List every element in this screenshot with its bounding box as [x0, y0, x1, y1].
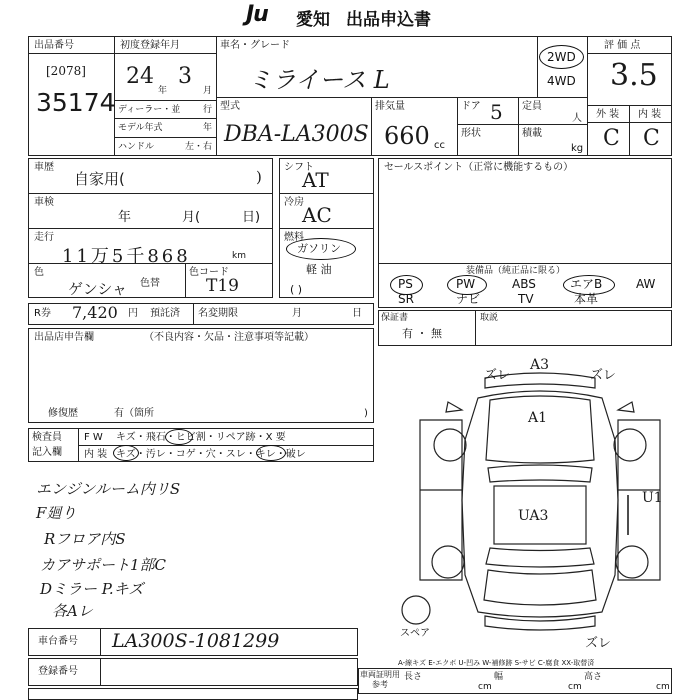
inspector-circle-2	[113, 445, 139, 461]
inspector-fw-label: F W	[84, 432, 103, 443]
shift-label: シフト	[284, 162, 314, 173]
mark-front-left: ズレ	[484, 368, 511, 383]
history-value: 自家用(	[74, 170, 125, 188]
drive-2wd: 2WD	[547, 50, 576, 64]
note-line-6: 各Aレ	[52, 602, 93, 620]
mileage-divider	[28, 263, 273, 264]
model-year-unit: 年	[203, 123, 213, 133]
handle-label: ハンドル	[118, 142, 155, 152]
lot-label: 出品番号	[34, 40, 74, 51]
inspector-label-1: 検査員	[32, 432, 62, 443]
mileage-label: 走行	[34, 232, 54, 243]
manual-label: 取説	[480, 313, 499, 323]
org-name: 愛知	[296, 10, 330, 30]
equipment-divider	[378, 263, 672, 264]
mark-front-bumper: A3	[530, 357, 550, 373]
equip-abs: ABS	[512, 277, 536, 291]
lot-number: 35174	[36, 88, 116, 117]
inspector-in-items: キズ・汚レ・コゲ・穴・スレ・キレ・破レ	[116, 449, 306, 460]
dimensions-sub: 参考	[372, 680, 388, 689]
history-close: )	[256, 168, 262, 186]
recycle-value: 7,420	[72, 303, 118, 322]
model-year-divider	[114, 118, 217, 119]
mileage-unit: km	[232, 251, 246, 261]
mark-front-right: ズレ	[590, 368, 617, 383]
first-reg-divider	[114, 53, 217, 54]
rating-divider	[587, 53, 672, 54]
diagram-legend: A-線キズ E-エクボ U-凹み W-補修跡 S-サビ C-腐食 XX-取替済	[398, 659, 595, 667]
lot-sub-number: [2078]	[46, 64, 86, 78]
equip-aw: AW	[636, 277, 656, 291]
ac-value: AC	[302, 203, 332, 227]
owner-change-label: 名変期限	[198, 308, 238, 319]
first-reg-box	[114, 36, 217, 156]
color-code-value: T19	[206, 276, 239, 296]
rating-ext-divider	[587, 122, 672, 123]
fuel-gasoline-circle	[286, 238, 356, 260]
note-line-5: Dミラー P.キズ	[40, 580, 144, 598]
exterior-label: 外 装	[596, 109, 620, 120]
model-value: DBA-LA300S	[224, 122, 369, 147]
mark-rear: ズレ	[585, 636, 612, 651]
interior-value: C	[643, 126, 660, 151]
drive-4wd: 4WD	[547, 74, 576, 88]
drive-divider	[537, 36, 538, 98]
mark-hood: A1	[528, 410, 548, 426]
handle-divider	[114, 137, 217, 138]
warranty-value: 有 ・ 無	[402, 327, 442, 340]
warranty-vdivider	[475, 310, 476, 346]
note-line-2: F廻り	[36, 504, 77, 522]
dim-width: 幅	[494, 672, 504, 682]
rating-value: 3.5	[610, 58, 658, 93]
form-title: 出品申込書	[346, 10, 431, 30]
color-label: 色	[34, 267, 44, 278]
history-label: 車歴	[34, 162, 54, 173]
ac-label: 冷房	[284, 197, 304, 208]
rating-sub-vdivider	[629, 105, 630, 156]
equip-leather: 本革	[574, 292, 599, 306]
inspector-label-2: 記入欄	[32, 447, 62, 458]
equip-pw: PW	[456, 277, 476, 291]
inspection-day: 日)	[242, 210, 261, 225]
dimensions-label: 車両証明用	[360, 670, 400, 679]
doors-vdivider	[518, 97, 519, 156]
inspector-fw-items: キズ・飛石・ヒビ割・リペア跡・X 要	[116, 432, 286, 443]
inspection-divider	[28, 228, 273, 229]
owner-change-month: 月	[292, 308, 302, 319]
displacement-unit: cc	[434, 140, 445, 151]
mileage-value: 11万5千868	[62, 246, 191, 267]
chassis-label: 車台番号	[38, 636, 78, 647]
shift-value: AT	[302, 168, 329, 192]
dim-width-unit: cm	[568, 682, 582, 692]
dim-height-unit: cm	[656, 682, 670, 692]
inspection-label: 車検	[34, 197, 54, 208]
mark-right-door: U1	[642, 490, 663, 506]
car-name-value: ミライース L	[248, 66, 390, 94]
load-label: 積載	[522, 128, 542, 139]
first-reg-month: 3	[178, 64, 192, 89]
capacity-unit: 人	[572, 113, 582, 124]
shift-divider	[279, 193, 374, 194]
doors-hdivider	[457, 124, 588, 125]
capacity-label: 定員	[522, 101, 542, 112]
chassis-vdivider	[100, 628, 101, 656]
equip-ps: PS	[398, 277, 413, 291]
first-reg-year: 24	[126, 64, 154, 89]
handle-options: 左・右	[185, 142, 213, 152]
lot-divider	[28, 53, 115, 54]
sales-point-label: セールスポイント（正常に機能するもの）	[384, 162, 574, 173]
exterior-value: C	[603, 126, 620, 151]
inspector-circle-1	[165, 429, 193, 445]
equipment-label: 装備品（純正品に限る）	[466, 266, 566, 276]
shape-label: 形状	[461, 128, 481, 139]
equip-navi: ナビ	[456, 292, 481, 306]
ac-divider	[279, 228, 374, 229]
dealer-unit: 行	[203, 105, 213, 115]
inspector-in-label: 内 装	[84, 449, 108, 460]
repair-value: 有（箇所	[114, 408, 154, 419]
month-unit: 月	[203, 86, 213, 96]
ju-logo: Ju	[246, 2, 268, 27]
color-code-label: 色コード	[189, 267, 229, 278]
history-divider	[28, 193, 273, 194]
fuel-label: 燃料	[284, 232, 304, 243]
note-line-3: Rフロア内S	[44, 530, 126, 548]
chassis-value: LA300S-1081299	[112, 630, 280, 652]
registration-label: 登録番号	[38, 666, 78, 677]
doors-label: ドア	[461, 101, 481, 112]
owner-change-day: 日	[352, 308, 362, 319]
recycle-label: R券	[34, 308, 51, 319]
spare-label: スペア	[400, 628, 430, 639]
note-line-1: エンジンルーム内リS	[36, 480, 181, 498]
year-unit: 年	[158, 86, 168, 96]
first-reg-label: 初度登録年月	[120, 40, 180, 51]
recycle-deposit: 預託済	[150, 308, 180, 319]
dim-height: 高さ	[584, 672, 603, 682]
equip-airbag: エアB	[570, 277, 603, 291]
note-line-4: カアサポート1部C	[40, 556, 167, 574]
rating-label: 評 価 点	[604, 40, 641, 51]
displacement-value: 660	[384, 122, 430, 150]
inspection-year: 年	[118, 210, 132, 225]
color-tone-label: 色替	[140, 278, 160, 289]
registration-vdivider	[100, 658, 101, 686]
equip-tv: TV	[518, 292, 534, 306]
bottom-row-box	[28, 688, 358, 700]
dim-length: 長さ	[404, 672, 423, 682]
load-unit: kg	[571, 143, 584, 154]
color-value: ゲンシャ	[68, 280, 128, 298]
inspector-circle-3	[256, 445, 286, 461]
interior-label: 内 装	[638, 109, 662, 120]
repair-label: 修復歴	[48, 408, 78, 419]
seller-notes-label: 出品店申告欄	[34, 332, 94, 343]
mark-roof: UA3	[518, 508, 549, 524]
fuel-other: ( )	[290, 283, 303, 296]
seller-notes-desc: （不良内容・欠品・注意事項等記載）	[144, 332, 314, 343]
dim-length-unit: cm	[478, 682, 492, 692]
car-name-label: 車名・グレード	[220, 40, 290, 51]
displacement-label: 排気量	[375, 101, 405, 112]
fuel-diesel: 軽 油	[306, 263, 332, 276]
model-year-label: モデル年式	[118, 123, 163, 133]
warranty-label: 保証書	[381, 313, 409, 323]
fuel-gasoline: ガソリン	[297, 242, 341, 255]
model-label: 型式	[220, 101, 240, 112]
doors-value: 5	[490, 100, 503, 124]
dealer-divider	[114, 100, 217, 101]
recycle-vdivider	[193, 303, 194, 325]
color-code-vdivider	[185, 263, 186, 298]
recycle-unit: 円	[128, 308, 138, 319]
inspection-month: 月(	[182, 210, 201, 225]
repair-close: )	[364, 408, 368, 419]
dealer-label: ディーラー・並	[118, 105, 181, 115]
equip-sr: SR	[398, 292, 414, 306]
drive-2wd-circle	[539, 45, 584, 69]
